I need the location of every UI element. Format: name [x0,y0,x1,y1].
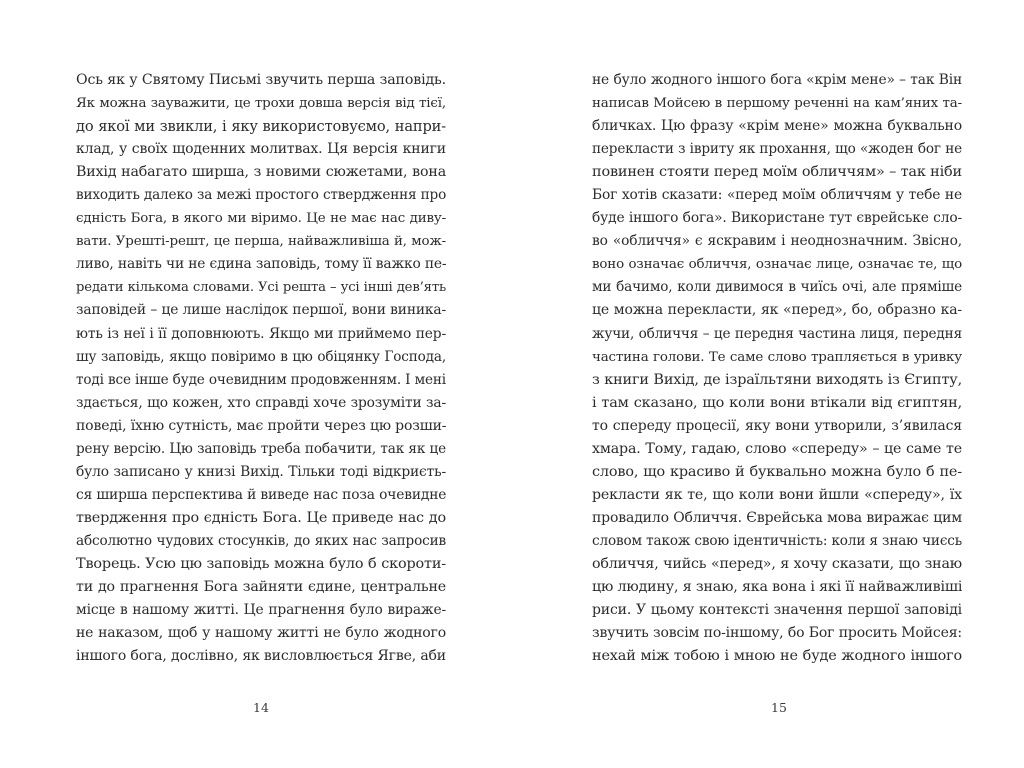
text-line: не наказом, щоб у нашому житті не було жодного [76,625,446,642]
text-line: частина голови. Те саме слово трапляється в уривку [592,349,962,365]
text-line: редати кількома словами. Усі решта – усі інші дев’ять [76,280,446,296]
text-line: рекласти як те, що коли вони йшли «спереду», їх [592,486,962,503]
text-line: Як можна зауважити, це трохи довша версія від тієї, [76,96,446,112]
text-line: Ось як у Святому Письмі звучить перша заповідь. [76,72,446,88]
text-line: обличчя, чийсь «перед», я хочу сказати, що знаю [592,555,962,572]
left-page-text [76,69,446,668]
text-line: рену версію. Цю заповідь треба побачити, так як це [76,440,446,457]
text-line: перекласти з івриту як прохання, що «жоден бог не [592,141,962,158]
text-line: ють із неї і її доповнюють. Якщо ми приймемо пер- [76,325,446,342]
text-line: жучи, обличчя – це передня частина лиця, передня [592,325,962,342]
text-line: ливо, навіть чи не єдина заповідь, тому її важко пе- [76,256,446,273]
text-line: іншого бога, дослівно, як висловлюється Ягве, аби [76,648,446,665]
text-line: Вихід набагато ширша, з новими сюжетами, вона [76,164,446,181]
text-line: звучить зовсім по-іншому, бо Бог просить Мойсея: [592,625,962,642]
text-line: вати. Урешті-решт, це перша, найважливіша й, мож- [76,234,446,250]
text-line: буде іншого бога». Використане тут єврейське сло- [592,210,962,227]
text-line: поведі, їхню сутність, має пройти через цю розши- [76,417,446,434]
text-line: до якої ми звикли, і яку використовуємо, напри- [76,118,446,136]
text-line: твердження про єдність Бога. Це приведе нас до [76,509,446,526]
text-line: виходить далеко за межі простого ствердження про [76,187,446,204]
text-line: Бог хотів сказати: «перед моїм обличчям у тебе не [592,187,962,204]
text-line: нехай між тобою і мною не буде жодного іншого [592,648,962,665]
text-line: клад, у своїх щоденних молитвах. Ця версія книги [76,141,446,158]
text-line: бличках. Цю фразу «крім мене» можна буквально [592,118,962,135]
right-page [512,0,1024,768]
text-line: провадило Обличчя. Єврейська мова виражає цим [592,509,962,526]
text-line: заповідей – це лише наслідок першої, вони виника- [76,302,446,319]
text-line: це можна перекласти, як «перед», бо, образно ка- [592,302,962,319]
text-line: во «обличчя» є яскравим і неоднозначним. Звісно, [592,233,962,250]
text-line: слово, що красиво й буквально можна було б пе- [592,463,962,480]
text-line: не було жодного іншого бога «крім мене» – так Він [592,72,962,88]
text-line: ти до прагнення Бога зайняти єдине, центральне [76,579,446,596]
text-line: з книги Вихід, де ізраїльтяни виходять із Єгипту, [592,371,962,388]
text-line: ми бачимо, коли дивимося в чиїсь очі, але пряміше [592,279,962,296]
text-line: було записано у книзі Вихід. Тільки тоді відкриєть- [76,463,446,480]
text-line: повинен стояти перед моїм обличчям» – так ніби [592,164,962,181]
text-line: абсолютно чудових стосунків, до яких нас запросив [76,532,446,549]
right-page-text [592,69,962,668]
text-line: цю людину, я знаю, яка вона і які її найважливіші [592,579,962,596]
text-line: шу заповідь, якщо повіримо в цю обіцянку Господа, [76,348,446,365]
text-line: тоді все інше буде очевидним продовженням. І мені [76,371,446,388]
left-page-number: 14 [253,700,269,715]
text-line: єдність Бога, в якого ми віримо. Це не має нас диву- [76,211,446,227]
text-line: воно означає обличчя, означає лице, означає те, що [592,257,962,273]
text-line: місце в нашому житті. Це прагнення було вираже- [76,602,446,619]
text-line: словом також свою ідентичність: коли я знаю чиєсь [592,532,962,549]
text-line: Творець. Усю цю заповідь можна було б скороти- [76,555,446,572]
text-line: то спереду процесії, яку вони утворили, з’явилася [592,417,962,434]
text-line: і там сказано, що коли вони втікали від єгиптян, [592,394,962,411]
text-line: хмара. Тому, гадаю, слово «спереду» – це саме те [592,440,962,457]
right-page-number: 15 [771,700,787,715]
text-line: риси. У цьому контексті значення першої заповіді [592,602,962,619]
text-line: написав Мойсею в першому реченні на кам’яних та- [592,96,962,112]
text-line: здається, що кожен, хто справді хоче зрозуміти за- [76,394,446,411]
text-line: ся ширша перспектива й виведе нас поза очевидне [76,486,446,503]
